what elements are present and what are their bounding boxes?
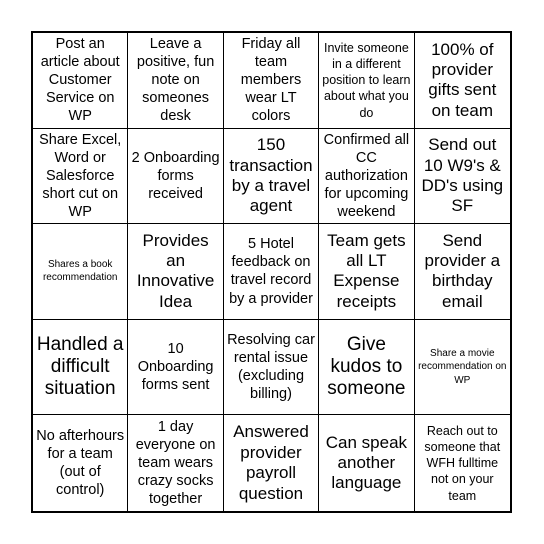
bingo-cell-9[interactable]: Confirmed all CC authorization for upcoming weekend bbox=[319, 129, 414, 225]
bingo-cell-5[interactable]: 100% of provider gifts sent on team bbox=[415, 33, 510, 129]
bingo-cell-2[interactable]: Leave a positive, fun note on someones desk bbox=[128, 33, 223, 129]
bingo-cell-20[interactable]: Share a movie recommendation on WP bbox=[415, 320, 510, 416]
bingo-cell-6[interactable]: Share Excel, Word or Salesforce short cut on WP bbox=[33, 129, 128, 225]
bingo-cell-4[interactable]: Invite someone in a different position to learn about what you do bbox=[319, 33, 414, 129]
bingo-cell-13[interactable]: 5 Hotel feedback on travel record by a provider bbox=[224, 224, 319, 320]
bingo-cell-12[interactable]: Provides an Innovative Idea bbox=[128, 224, 223, 320]
bingo-cell-11[interactable]: Shares a book recommendation bbox=[33, 224, 128, 320]
bingo-cell-7[interactable]: 2 Onboarding forms received bbox=[128, 129, 223, 225]
bingo-cell-1[interactable]: Post an article about Customer Service on WP bbox=[33, 33, 128, 129]
bingo-cell-25[interactable]: Reach out to someone that WFH fulltime not on your team bbox=[424, 423, 501, 503]
bingo-cell-3[interactable]: Friday all team members wear LT colors bbox=[224, 33, 319, 129]
bingo-cell-19[interactable]: Give kudos to someone bbox=[319, 320, 414, 416]
bingo-cell-14[interactable]: Team gets all LT Expense receipts bbox=[319, 224, 414, 320]
bingo-cell-10[interactable]: Send out 10 W9's & DD's using SF bbox=[415, 129, 510, 225]
bingo-cell-18[interactable]: Resolving car rental issue (excluding billing) bbox=[224, 320, 319, 416]
bingo-cell-15[interactable]: Send provider a birthday email bbox=[415, 224, 510, 320]
bingo-board bbox=[31, 31, 512, 513]
bingo-cell-22[interactable]: 1 day everyone on team wears crazy socks together bbox=[128, 415, 223, 511]
bingo-cell-24[interactable]: Can speak another language bbox=[319, 415, 414, 511]
bingo-cell-8[interactable]: 150 transaction by a travel agent bbox=[224, 129, 319, 225]
bingo-cell-23[interactable]: Answered provider payroll question bbox=[224, 415, 319, 511]
bingo-cell-16[interactable]: Handled a difficult situation bbox=[33, 320, 128, 416]
bingo-cell-21[interactable]: No afterhours for a team (out of control) bbox=[33, 415, 128, 511]
bingo-cell-17[interactable]: 10 Onboarding forms sent bbox=[128, 320, 223, 416]
